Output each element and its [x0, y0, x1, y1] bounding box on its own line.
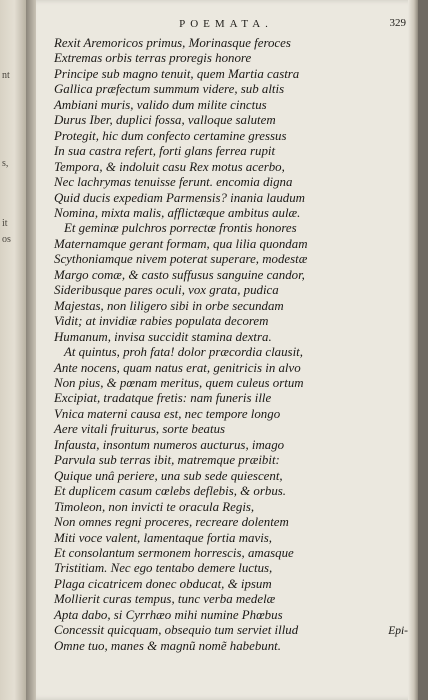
page-edge [408, 0, 418, 700]
verse-line: Timoleon, non invicti te oracula Regis, [54, 499, 255, 514]
verse-line: Gallica præfectum summum videre, sub altis [54, 82, 285, 97]
verse-line: Extremas orbis terras proregis honore [54, 51, 252, 66]
verse-line: Tempora, & indoluit casu Rex motus acerbo, [54, 159, 285, 174]
verse-line: Parvula sub terras ibit, matremque præibit: [54, 453, 280, 468]
facing-page-edge [0, 0, 26, 700]
verse-line: Durus Iber, duplici fossa, valloque salutem [54, 113, 276, 128]
verse-line: Aere vitali fruiturus, sorte beatus [54, 422, 226, 437]
verse-line: At quintus, proh fata! dolor præcordia clausit, [64, 345, 303, 360]
running-title: POEMATA. [179, 18, 273, 30]
facing-page-fragment: nt [2, 70, 10, 81]
facing-page-fragment: os [2, 234, 11, 245]
verse-line: Et duplicem casum cœlebs deflebis, & orbus. [54, 484, 286, 499]
facing-page-fragment: it [2, 218, 8, 229]
verse-line: Humanum, invisa succidit stamina dextra. [54, 329, 272, 344]
verse-line: Scythoniamque nivem poterat superare, modestæ [54, 252, 308, 267]
verse-line: Maternamque gerant formam, qua lilia quondam [54, 236, 308, 251]
verse-line: Principe sub magno tenuit, quem Martia castra [54, 66, 300, 81]
verse-line: Omne tuo, manes & magnũ nomẽ habebunt. [54, 638, 281, 653]
verse-line: Concessit quicquam, obsequio tum serviet illud [54, 623, 299, 638]
book-gutter [26, 0, 36, 700]
verse-line: Tristitiam. Nec ego tentabo demere luctus, [54, 561, 273, 576]
verse-line: Rexit Aremoricos primus, Morinasque feroces [54, 36, 291, 50]
verse-line: Margo comæ, & casto suffusus sanguine candor, [54, 267, 305, 282]
verse-line: In sua castra refert, forti glans ferrea rupit [54, 144, 276, 159]
verse-line: Ambiani muris, valido dum milite cinctus [54, 97, 267, 112]
verse-line: Et consolantum sermonem horrescis, amasque [54, 545, 294, 560]
verse-line: Nec lachrymas tenuisse ferunt. encomia digna [54, 175, 293, 190]
verse-line: Vidit; at invidiæ rabies populata decorem [54, 314, 269, 329]
verse-line: Vnica materni causa est, nec tempore longo [54, 406, 281, 421]
verse-line: Excipiat, tradatque fretis: nam funeris ille [54, 391, 272, 406]
verse-block [54, 36, 408, 654]
verse-line: Mollierit curas tempus, tunc verba medelæ [54, 592, 276, 607]
verse-line: Quid ducis expediam Parmensis? inania laudum [54, 190, 305, 205]
page-number: 329 [389, 17, 406, 29]
verse-line: Et geminæ pulchros porrectæ frontis honores [64, 221, 297, 236]
verse-line: Majestas, non liligero sibi in orbe secundam [54, 298, 284, 313]
verse-line: Non omnes regni proceres, recreare dolentem [54, 515, 289, 530]
verse-line: Non pius, & pœnam meritus, quem culeus ortum [54, 375, 304, 390]
page-header [36, 18, 418, 34]
facing-page-fragment: s, [2, 158, 9, 169]
verse-line: Nomina, mixta malis, afflictæque ambitus aulæ. [54, 205, 301, 220]
verse-line: Infausta, insontum numeros aucturus, imago [54, 437, 285, 452]
verse-line: Protegit, hic dum confecto certamine gressus [54, 128, 287, 143]
verse-line: Apta dabo, si Cyrrhæo mihi numine Phœbus [54, 607, 283, 622]
book-page [36, 0, 418, 700]
verse-line: Plaga cicatricem donec obducat, & ipsum [54, 576, 272, 591]
verse-line: Ante nocens, quam natus erat, genitricis in alvo [54, 360, 301, 375]
catchword: Epi- [388, 625, 408, 637]
verse-line: Sideribusque pares oculi, vox grata, pudica [54, 283, 279, 298]
verse-line: Quique unâ periere, una sub sede quiescent, [54, 468, 283, 483]
verse-line: Miti voce valent, lamentaque fortia mavis, [54, 530, 273, 545]
